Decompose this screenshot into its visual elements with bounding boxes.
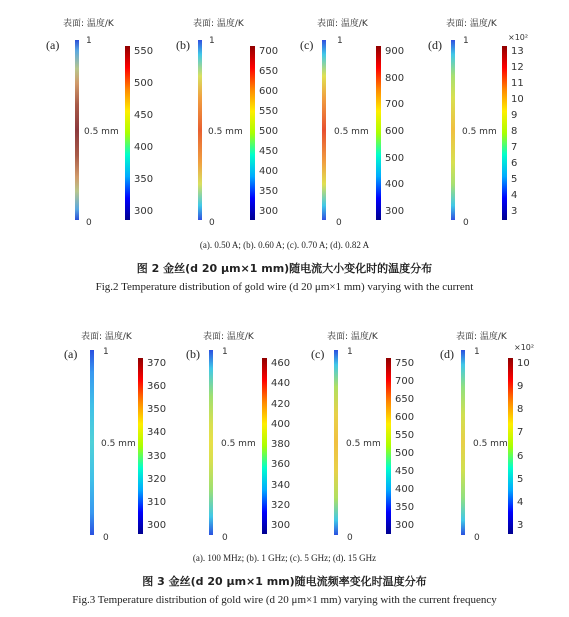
colorbar-tick-label: 420: [271, 398, 291, 410]
wire-axis-bottom: 0: [209, 218, 215, 228]
colorbar-tick-label: 350: [395, 502, 415, 513]
colorbar-tick-label: 350: [147, 404, 167, 416]
colorbar-tick-label: 550: [134, 46, 154, 57]
wire-axis-bottom: 0: [336, 218, 342, 228]
wire-axis-mid: 0.5 mm: [473, 439, 508, 449]
colorbar-tick-label: 8: [511, 126, 518, 137]
wire-axis-mid: 0.5 mm: [84, 127, 119, 137]
colorbar: [386, 358, 391, 534]
colorbar: [138, 358, 143, 534]
colorbar-tick-label: 3: [517, 520, 524, 531]
wire-axis-bottom: 0: [222, 533, 228, 543]
gold-wire: [75, 40, 79, 220]
wire-axis-mid: 0.5 mm: [208, 127, 243, 137]
panel-label: (c): [311, 347, 325, 361]
wire-axis-top: 1: [337, 36, 343, 46]
colorbar-tick-label: 350: [134, 174, 154, 185]
panel-label: (a): [64, 347, 78, 361]
colorbar-tick-label: 12: [511, 62, 524, 73]
wire-axis-bottom: 0: [86, 218, 92, 228]
colorbar-tick-label: 300: [134, 206, 154, 217]
gold-wire: [209, 350, 213, 535]
wire-axis-mid: 0.5 mm: [101, 439, 136, 449]
colorbar-tick-label: 450: [134, 110, 154, 121]
colorbar-tick-label: 650: [395, 394, 415, 405]
gold-wire: [334, 350, 338, 535]
colorbar: [250, 46, 255, 220]
wire-axis-mid: 0.5 mm: [462, 127, 497, 137]
panel-title: 表面: 温度/K: [317, 19, 368, 29]
colorbar: [502, 46, 507, 220]
wire-axis-bottom: 0: [347, 533, 353, 543]
colorbar-ticks: [134, 46, 174, 220]
colorbar-tick-label: 600: [395, 412, 415, 423]
wire-axis-top: 1: [474, 347, 480, 357]
wire-axis-top: 1: [86, 36, 92, 46]
fig2-caption-en: Fig.2 Temperature distribution of gold wire (d 20 μm×1 mm) varying with the current: [95, 281, 474, 293]
colorbar-tick-label: 360: [271, 459, 291, 471]
colorbar-ticks: [517, 358, 557, 534]
colorbar-tick-label: 450: [259, 146, 279, 157]
colorbar-tick-label: 500: [134, 78, 154, 89]
colorbar-ticks: [395, 358, 435, 534]
gold-wire: [451, 40, 455, 220]
fig3-caption-en: Fig.3 Temperature distribution of gold wire (d 20 μm×1 mm) varying with the current frequency: [72, 594, 497, 606]
fig2-caption-cn: 图 2 金丝(d 20 μm×1 mm)随电流大小变化时的温度分布: [136, 262, 433, 275]
colorbar-tick-label: 440: [271, 378, 291, 390]
panel-label: (b): [186, 347, 200, 361]
gold-wire: [461, 350, 465, 535]
colorbar-tick-label: 6: [511, 158, 518, 169]
colorbar-tick-label: 900: [385, 46, 405, 57]
colorbar-tick-label: 9: [511, 110, 518, 121]
colorbar-tick-label: 300: [385, 206, 405, 217]
panel-label: (d): [440, 347, 454, 361]
colorbar-tick-label: 500: [259, 126, 279, 137]
colorbar-tick-label: 400: [271, 418, 291, 430]
colorbar-tick-label: 300: [147, 520, 167, 531]
wire-axis-top: 1: [222, 347, 228, 357]
colorbar-tick-label: 600: [385, 126, 405, 137]
colorbar-tick-label: 650: [259, 66, 279, 77]
colorbar-tick-label: 7: [511, 142, 518, 153]
colorbar-tick-label: 800: [385, 72, 405, 84]
wire-axis-mid: 0.5 mm: [334, 127, 369, 137]
wire-axis-bottom: 0: [474, 533, 480, 543]
colorbar-tick-label: 320: [271, 499, 291, 511]
wire-axis-top: 1: [347, 347, 353, 357]
panel-label: (a): [46, 38, 60, 52]
colorbar-tick-label: 6: [517, 450, 524, 462]
colorbar-tick-label: 400: [385, 179, 405, 191]
colorbar-tick-label: 500: [385, 152, 405, 164]
colorbar-ticks: [511, 46, 551, 220]
colorbar-scale: ×10²: [508, 33, 529, 42]
colorbar-scale: ×10²: [514, 343, 535, 352]
colorbar-tick-label: 550: [395, 430, 415, 441]
colorbar-tick-label: 340: [147, 427, 167, 439]
colorbar-tick-label: 8: [517, 404, 524, 416]
colorbar-tick-label: 3: [511, 206, 518, 217]
colorbar-tick-label: 400: [259, 166, 279, 177]
colorbar-tick-label: 400: [134, 142, 154, 153]
colorbar-tick-label: 10: [511, 94, 524, 105]
colorbar-tick-label: 700: [395, 376, 415, 387]
fig2-subcaption: (a). 0.50 A; (b). 0.60 A; (c). 0.70 A; (d). 0.82 A: [199, 240, 370, 250]
colorbar-tick-label: 13: [511, 46, 524, 57]
colorbar-tick-label: 360: [147, 381, 167, 393]
colorbar-tick-label: 600: [259, 86, 279, 97]
colorbar-tick-label: 380: [271, 439, 291, 450]
wire-axis-top: 1: [463, 36, 469, 46]
colorbar-tick-label: 750: [395, 358, 415, 369]
panel-label: (b): [176, 38, 190, 52]
wire-axis-mid: 0.5 mm: [221, 439, 256, 449]
colorbar-tick-label: 370: [147, 358, 167, 369]
colorbar: [125, 46, 130, 220]
colorbar-tick-label: 11: [511, 78, 524, 89]
colorbar: [262, 358, 267, 534]
panel-title: 表面: 温度/K: [203, 332, 254, 342]
colorbar-tick-label: 340: [271, 479, 291, 491]
panel-title: 表面: 温度/K: [456, 332, 507, 342]
wire-axis-bottom: 0: [103, 533, 109, 543]
gold-wire: [90, 350, 94, 535]
panel-title: 表面: 温度/K: [327, 332, 378, 342]
colorbar-tick-label: 700: [385, 99, 405, 111]
colorbar-tick-label: 7: [517, 427, 524, 439]
colorbar-tick-label: 500: [395, 448, 415, 459]
panel-title: 表面: 温度/K: [446, 19, 497, 29]
wire-axis-top: 1: [103, 347, 109, 357]
colorbar-ticks: [271, 358, 311, 534]
colorbar-tick-label: 4: [517, 496, 524, 508]
panel-label: (c): [300, 38, 314, 52]
gold-wire: [322, 40, 326, 220]
fig3-subcaption: (a). 100 MHz; (b). 1 GHz; (c). 5 GHz; (d). 15 GHz: [192, 553, 377, 563]
colorbar-tick-label: 460: [271, 358, 291, 369]
colorbar-tick-label: 9: [517, 381, 524, 393]
colorbar-tick-label: 5: [517, 473, 524, 485]
wire-axis-bottom: 0: [463, 218, 469, 228]
wire-axis-top: 1: [209, 36, 215, 46]
colorbar: [508, 358, 513, 534]
colorbar-tick-label: 330: [147, 450, 167, 462]
colorbar-tick-label: 4: [511, 190, 518, 201]
fig3-caption-cn: 图 3 金丝(d 20 μm×1 mm)随电流频率变化时温度分布: [142, 575, 427, 588]
panel-label: (d): [428, 38, 442, 52]
wire-axis-mid: 0.5 mm: [346, 439, 381, 449]
colorbar-tick-label: 300: [271, 520, 291, 531]
colorbar-tick-label: 5: [511, 174, 518, 185]
gold-wire: [198, 40, 202, 220]
colorbar-tick-label: 400: [395, 484, 415, 495]
colorbar-ticks: [259, 46, 299, 220]
panel-title: 表面: 温度/K: [81, 332, 132, 342]
colorbar-tick-label: 10: [517, 358, 530, 369]
colorbar-tick-label: 310: [147, 496, 167, 508]
colorbar-ticks: [147, 358, 187, 534]
colorbar-tick-label: 350: [259, 186, 279, 197]
colorbar: [376, 46, 381, 220]
colorbar-tick-label: 300: [395, 520, 415, 531]
colorbar-tick-label: 550: [259, 106, 279, 117]
panel-title: 表面: 温度/K: [63, 19, 114, 29]
panel-title: 表面: 温度/K: [193, 19, 244, 29]
colorbar-ticks: [385, 46, 425, 220]
colorbar-tick-label: 320: [147, 473, 167, 485]
colorbar-tick-label: 450: [395, 466, 415, 477]
colorbar-tick-label: 700: [259, 46, 279, 57]
colorbar-tick-label: 300: [259, 206, 279, 217]
